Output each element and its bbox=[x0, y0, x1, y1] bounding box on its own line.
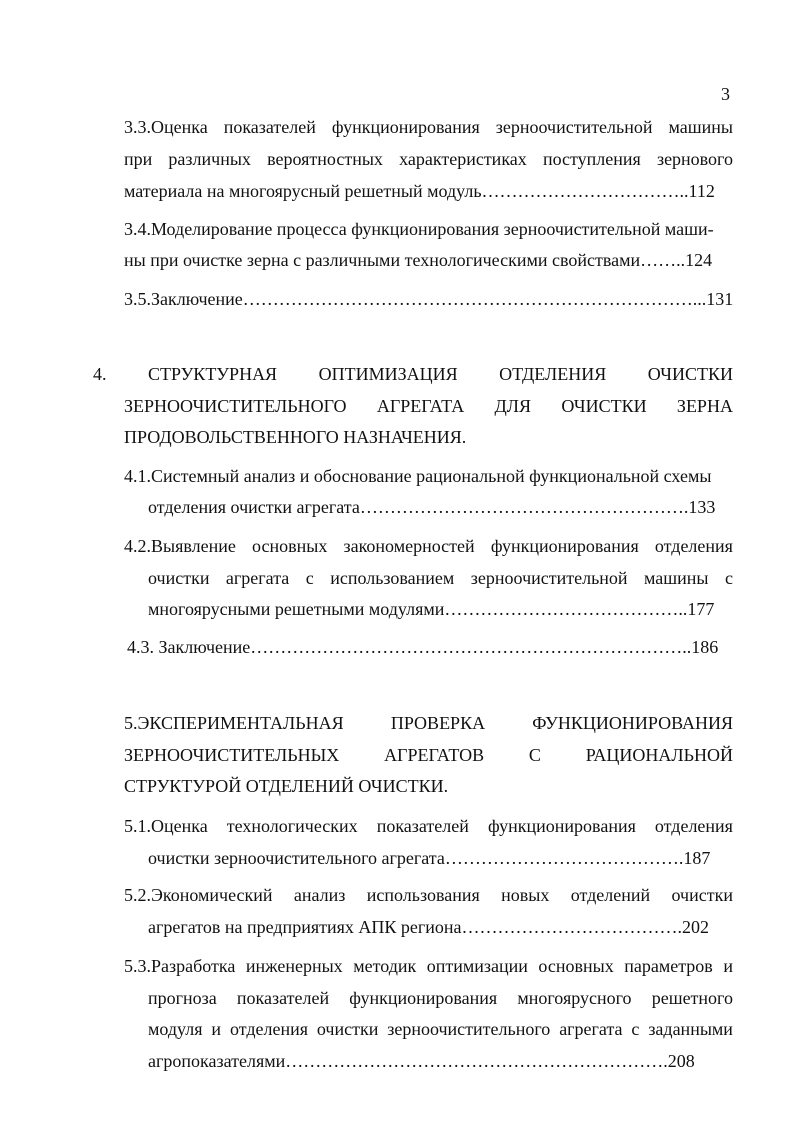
toc-3-5: 3.5.Заключение…………………………………………………………………...131 bbox=[124, 289, 734, 309]
toc-word: 5.1.Оценка bbox=[124, 816, 208, 836]
toc-word: ЗЕРНА bbox=[676, 396, 733, 416]
toc-5-3-line2 bbox=[148, 989, 733, 1007]
toc-4-heading-line1 bbox=[93, 365, 733, 383]
toc-word: С bbox=[528, 745, 541, 765]
toc-word: ОЧИСТКИ bbox=[561, 396, 647, 416]
toc-word: 5.3.Разработка bbox=[124, 956, 236, 976]
toc-word: с bbox=[631, 1019, 640, 1039]
toc-word: функционирования bbox=[487, 816, 636, 836]
toc-3-3-line1 bbox=[124, 118, 733, 136]
toc-word: зернового bbox=[656, 149, 733, 169]
toc-3-4-line2: ны при очистке зерна с различными технологическими свойствами……..124 bbox=[124, 250, 713, 270]
toc-word: модуля bbox=[148, 1019, 203, 1039]
toc-word: зерноочистительного bbox=[387, 1019, 551, 1039]
toc-word: очистки bbox=[671, 885, 733, 905]
toc-word: характеристиках bbox=[399, 149, 527, 169]
toc-word: закономерностей bbox=[343, 536, 475, 556]
toc-word: анализ bbox=[293, 885, 346, 905]
toc-5-2-line2: агрегатов на предприятиях АПК региона……………………………….202 bbox=[148, 917, 710, 937]
toc-word: АГРЕГАТА bbox=[376, 396, 465, 416]
toc-word: функционирования bbox=[331, 117, 480, 137]
toc-word: и bbox=[723, 956, 733, 976]
toc-word: прогноза bbox=[148, 988, 217, 1008]
toc-word: с bbox=[305, 568, 314, 588]
toc-word: заданными bbox=[648, 1019, 733, 1039]
toc-word: отделения bbox=[229, 1019, 308, 1039]
toc-word: СТРУКТУРНАЯ bbox=[148, 364, 278, 384]
toc-5-2-line1 bbox=[124, 886, 733, 904]
toc-word: очистки bbox=[316, 1019, 379, 1039]
toc-5-heading-line3: СТРУКТУРОЙ ОТДЕЛЕНИЙ ОЧИСТКИ. bbox=[124, 776, 449, 796]
toc-word: с bbox=[724, 568, 733, 588]
toc-word: инженерных bbox=[245, 956, 343, 976]
toc-5-1-line1 bbox=[124, 817, 733, 835]
toc-word: зерноочистительной bbox=[470, 568, 628, 588]
toc-word: ОПТИМИЗАЦИЯ bbox=[318, 364, 458, 384]
toc-word: поступления bbox=[542, 149, 641, 169]
toc-word: 3.3.Оценка bbox=[124, 117, 208, 137]
page-number: 3 bbox=[721, 84, 730, 104]
toc-word: оптимизации bbox=[426, 956, 528, 976]
toc-3-3-line3: материала на многоярусный решетный модуль……………………………..112 bbox=[124, 181, 715, 201]
toc-3-4-line1: 3.4.Моделирование процесса функционирования зерноочистительной маши- bbox=[124, 219, 714, 239]
toc-word: ОЧИСТКИ bbox=[647, 364, 733, 384]
toc-word: агрегата bbox=[559, 1019, 623, 1039]
toc-4-2-line2 bbox=[148, 569, 733, 587]
toc-5-3-line3 bbox=[148, 1020, 733, 1038]
toc-word: новых bbox=[501, 885, 550, 905]
toc-word: отделения bbox=[654, 536, 733, 556]
toc-4-3: 4.3. Заключение………………………………………………………………..186 bbox=[127, 637, 719, 657]
toc-4-heading-line2 bbox=[124, 397, 733, 415]
toc-word: ПРОВЕРКА bbox=[390, 713, 486, 733]
toc-word: ДЛЯ bbox=[494, 396, 532, 416]
toc-word: функционирования bbox=[349, 988, 498, 1008]
toc-word: функционирования bbox=[490, 536, 639, 556]
toc-word: машины bbox=[644, 568, 709, 588]
toc-word: 4. bbox=[93, 364, 107, 384]
toc-4-2-line3: многоярусными решетными модулями…………………………………..177 bbox=[148, 599, 715, 619]
toc-5-heading-line2 bbox=[124, 746, 733, 764]
toc-word: вероятностных bbox=[267, 149, 383, 169]
toc-word: 5.2.Экономический bbox=[124, 885, 273, 905]
toc-3-3-line2 bbox=[124, 150, 733, 168]
toc-word: основных bbox=[538, 956, 614, 976]
toc-word: ЗЕРНООЧИСТИТЕЛЬНЫХ bbox=[124, 745, 340, 765]
toc-word: 4.2.Выявление bbox=[124, 536, 236, 556]
toc-word: использованием bbox=[330, 568, 455, 588]
toc-word: использования bbox=[366, 885, 480, 905]
toc-word: ЗЕРНООЧИСТИТЕЛЬНОГО bbox=[124, 396, 347, 416]
toc-word: параметров bbox=[624, 956, 713, 976]
toc-word: 5.ЭКСПЕРИМЕНТАЛЬНАЯ bbox=[124, 713, 344, 733]
toc-word: при bbox=[124, 149, 153, 169]
toc-word: очистки bbox=[148, 568, 210, 588]
toc-5-3-line4: агропоказателями……………………………………………………….208 bbox=[148, 1051, 695, 1071]
toc-word: ФУНКЦИОНИРОВАНИЯ bbox=[532, 713, 733, 733]
toc-word: показателей bbox=[236, 988, 330, 1008]
toc-4-1-line2: отделения очистки агрегата……………………………………………….133 bbox=[148, 497, 716, 517]
toc-word: методик bbox=[353, 956, 417, 976]
toc-5-3-line1 bbox=[124, 957, 733, 975]
toc-4-heading-line3: ПРОДОВОЛЬСТВЕННОГО НАЗНАЧЕНИЯ. bbox=[124, 427, 467, 447]
toc-word: отделений bbox=[570, 885, 651, 905]
toc-word: и bbox=[211, 1019, 222, 1039]
toc-4-2-line1 bbox=[124, 537, 733, 555]
toc-word: РАЦИОНАЛЬНОЙ bbox=[585, 745, 733, 765]
toc-5-heading-line1 bbox=[124, 714, 733, 732]
toc-word: АГРЕГАТОВ bbox=[384, 745, 485, 765]
toc-word: многоярусного bbox=[517, 988, 632, 1008]
toc-word: показателей bbox=[376, 816, 469, 836]
toc-word: машины bbox=[668, 117, 733, 137]
toc-word: отделения bbox=[654, 816, 733, 836]
toc-word: основных bbox=[252, 536, 328, 556]
toc-5-1-line2: очистки зерноочистительного агрегата………………………………….187 bbox=[148, 848, 711, 868]
toc-4-1-line1: 4.1.Системный анализ и обоснование рациональной функциональной схемы bbox=[124, 466, 712, 486]
toc-word: различных bbox=[168, 149, 251, 169]
toc-word: зерноочистительной bbox=[495, 117, 653, 137]
toc-word: агрегата bbox=[225, 568, 290, 588]
toc-word: технологических bbox=[226, 816, 358, 836]
toc-word: ОТДЕЛЕНИЯ bbox=[499, 364, 607, 384]
toc-word: показателей bbox=[223, 117, 316, 137]
toc-word: решетного bbox=[651, 988, 733, 1008]
